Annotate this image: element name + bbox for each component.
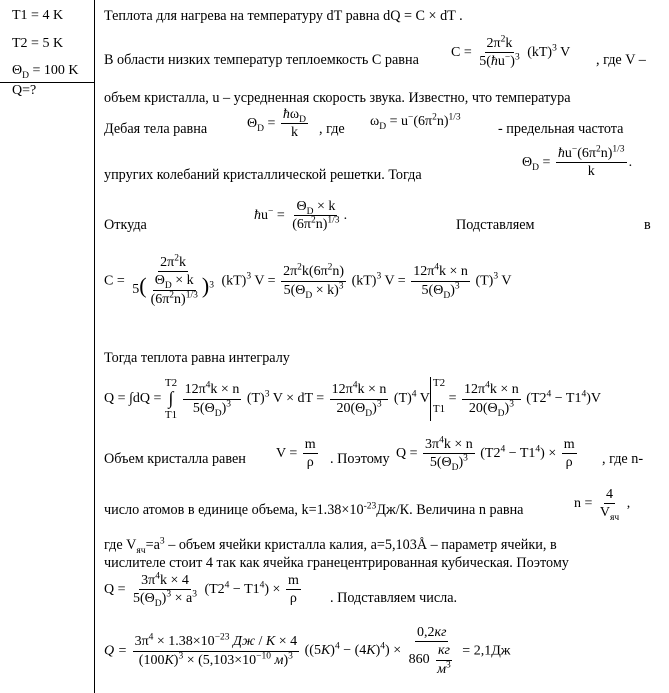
formula-theta: $\Theta_D$ = $\frac{ħ\omega_D}{k}$ — [247, 107, 306, 141]
formula-Q-2: Q = $\frac{3\pi^4k \times n}{5(\Theta_D)^3}$ $(T2^4 - T1^4)$ × $\frac{m}{\rho}$ — [396, 435, 575, 474]
line-13: числителе стоит 4 так как ячейка гранецентрированная кубическая. Поэтому — [104, 555, 569, 571]
formula-Q-integral: Q = ∫dQ = T2 ∫ T1 $\frac{12\pi^4k \times n}{5(\Theta_D)^3}$ $(T)^3$ V × dT = $\frac{12\pi^4k \times n}{20(\Theta_D)^3}$ $(T)^4$ VT2 T1 = $\frac{12\pi^4k \times n}{20(\Theta_D)^3}$ $(T2^4 - T1^4)V$ — [104, 377, 601, 421]
line-2-tail: , где V – — [596, 52, 646, 68]
line-4-tail: - предельная частота — [498, 121, 624, 137]
line-10-therefore: . Поэтому — [330, 451, 390, 467]
given-theta: $\Theta_D = 100$ K — [12, 63, 79, 81]
line-3: объем кристалла, u – усредненная скорость звука. Известно, что температура — [104, 90, 571, 106]
formula-C: C = $\frac{2\pi^2k}{5(ħu^-)^3}$ (kT)$^3$ V — [451, 34, 571, 70]
formula-hu: ħu− = $\frac{\Theta_D \times k}{(6\pi^2n)^{1/3}}$ . — [254, 199, 348, 233]
given-t1: T1 = 4 K — [12, 8, 64, 23]
line-6-text: Откуда — [104, 217, 147, 233]
line-8: Тогда теплота равна интегралу — [104, 350, 290, 366]
formula-omega: $\omega_D = u^-(6\pi^2n)^{1/3}$ — [370, 112, 461, 132]
formula-V: V = $\frac{m}{\rho}$ — [276, 437, 316, 471]
line-10-tail: , где n- — [602, 451, 644, 467]
line-2-text: В области низких температур теплоемкость C равна — [104, 52, 419, 68]
line-6-substitute: Подставляем — [456, 217, 535, 233]
formula-Q-3: Q = $\frac{3\pi^4k \times 4}{5(\Theta_D)^3 \times a^3}$ $(T2^4 - T1^4)$ × $\frac{m}{\rho}$ — [104, 571, 299, 610]
line-14-tail: . Подставляем числа. — [330, 590, 458, 606]
formula-C-expanded: C = $2\pi^2k$ 5( $\frac{\Theta_D \times k}{(6\pi^2n)^{1/3}}$ )$^3$ (kT)$^3$ V = $\frac{2\pi^2k(6\pi^2n)}{5(\Theta_D \times k)^3}$ (kT)$^3$ V = $\frac{12\pi^4k \times n}{5(\Theta_D)^3}$ $(T)^3$ V — [104, 253, 512, 307]
given-divider — [0, 82, 95, 83]
line-1: Теплота для нагрева на температуру dT равна dQ = C × dT . — [104, 8, 463, 24]
formula-theta-2: $\Theta_D$ = $\frac{ħu^-(6\pi^2n)^{1/3}}{k}$ . — [522, 144, 633, 180]
vertical-divider — [94, 0, 95, 693]
line-4-where: , где — [319, 121, 345, 137]
line-6-in: в — [644, 217, 651, 233]
given-t2: T2 = 5 K — [12, 36, 64, 51]
line-12: где $V_{яч}=a^3$ – объем ячейки кристалла калия, a=5,103Å – параметр ячейки, в — [104, 536, 557, 556]
formula-Q-numeric: Q = $\frac{3\pi^4 \times 1.38\times 10^{-23} Дж / K \times 4}{(100K)^3 \times (5,103\times 10^{-10} м)^3}$ $((5K)^4 - (4K)^4)$ × 0,2кг 860 $\frac{кг}{м^3}$ = 2,1Дж — [104, 625, 511, 677]
line-4-text: Дебая тела равна — [104, 121, 208, 137]
given-find: Q=? — [12, 83, 37, 98]
line-11: число атомов в единице объема, $k=1.38\times 10^{-23}Дж/К$. Величина n равна — [104, 501, 524, 518]
formula-n: n = $\frac{4}{V_{яч}}$ , — [574, 487, 631, 524]
line-5: упругих колебаний кристаллической решетки. Тогда — [104, 167, 422, 183]
line-10-text: Объем кристалла равен — [104, 451, 246, 467]
